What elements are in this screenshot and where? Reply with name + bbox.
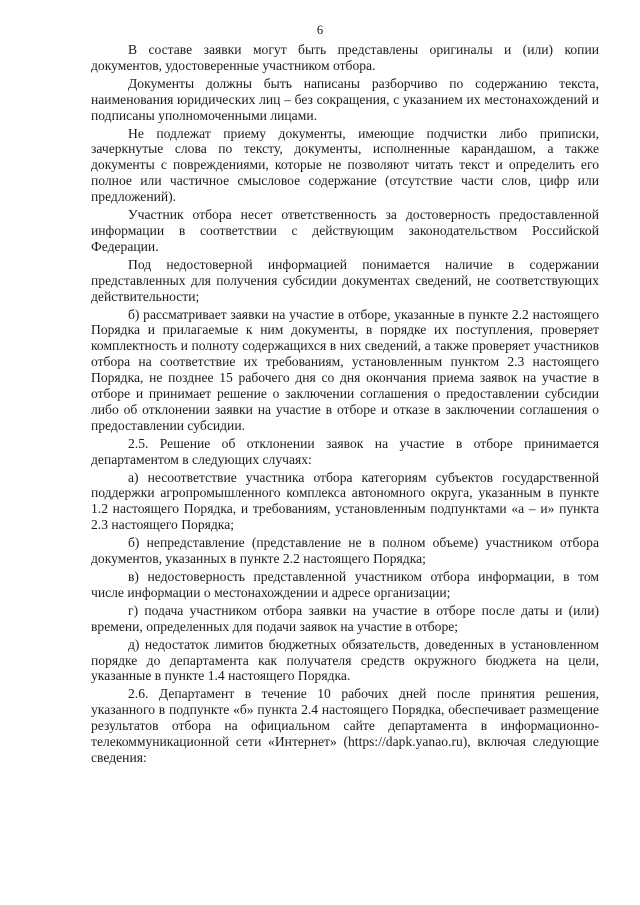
paragraph-legibility: Документы должны быть написаны разборчиво по содержанию текста, наименования юридических лиц – без сокращения, с указанием их местонахождений и подписаны уполномоченными лицами. — [91, 75, 599, 123]
paragraph-2-5-a: а) несоответствие участника отбора категориям субъектов государственной поддержки агропромышленного комплекса автономного округа, указанным в пункте 1.2 настоящего Порядка, и требованиям, установленным подпунктами «а – и» пункта 2.3 настоящего Порядка; — [91, 469, 599, 533]
paragraph-2-5-g: г) подача участником отбора заявки на участие в отборе после даты и (или) времени, определенных для подачи заявок на участие в отборе; — [91, 602, 599, 634]
paragraph-2-5-b: б) непредставление (представление не в полном объеме) участником отбора документов, указанных в пункте 2.2 настоящего Порядка; — [91, 535, 599, 567]
paragraph-2-5-v: в) недостоверность представленной участником отбора информации, в том числе информации о местонахождении и адресе организации; — [91, 569, 599, 600]
paragraph-2-5-d: д) недостаток лимитов бюджетных обязательств, доведенных в установленном порядке до департамента как получателя средств окружного бюджета на цели, указанные в пункте 1.4 настоящего Порядка. — [91, 636, 599, 684]
paragraph-copies: В составе заявки могут быть представлены оригиналы и (или) копии документов, удостоверенные участником отбора. — [91, 42, 599, 73]
paragraph-responsibility: Участник отбора несет ответственность за достоверность предоставленной информации в соответствии с действующим законодательством Российской Федерации. — [91, 207, 599, 254]
page-number: 6 — [316, 23, 324, 37]
paragraph-2-6: 2.6. Департамент в течение 10 рабочих дней после принятия решения, указанного в подпункте «б» пункта 2.4 настоящего Порядка, обеспечивает размещение результатов отбора на официальном сайте департамента в информационно-телекоммуникационной сети «Интернет» (https://dapk.yanao.ru), включая следующие сведения: — [91, 686, 599, 765]
paragraph-unreliable-info: Под недостоверной информацией понимается наличие в содержании представленных для получения субсидии документах сведений, не соответствующих действительности; — [91, 256, 599, 304]
document-body — [91, 42, 599, 766]
paragraph-not-accepted: Не подлежат приему документы, имеющие подчистки либо приписки, зачеркнутые слова по тексту, документы, исполненные карандашом, а также документы с повреждениями, которые не позволяют читать текст и определить его полное или частичное смысловое содержание (отсутствие части слов, цифр или предложений). — [91, 125, 599, 205]
paragraph-2-5: 2.5. Решение об отклонении заявок на участие в отборе принимается департаментом в следующих случаях: — [91, 435, 599, 467]
paragraph-item-b-review: б) рассматривает заявки на участие в отборе, указанные в пункте 2.2 настоящего Порядка и прилагаемые к ним документы, в порядке их поступления, проверяет комплектность и полноту содержащихся в них сведений, а также проверяет участников отбора на соответствие их требованиям, установленным пунктом 2.3 настоящего Порядка, не позднее 15 рабочего дня со дня окончания приема заявок на участие в отборе и принимает решение о заключении соглашения о предоставлении субсидии либо об отклонении заявки на участие в отборе и отказе в заключении соглашения о предоставлении субсидии. — [91, 306, 599, 433]
